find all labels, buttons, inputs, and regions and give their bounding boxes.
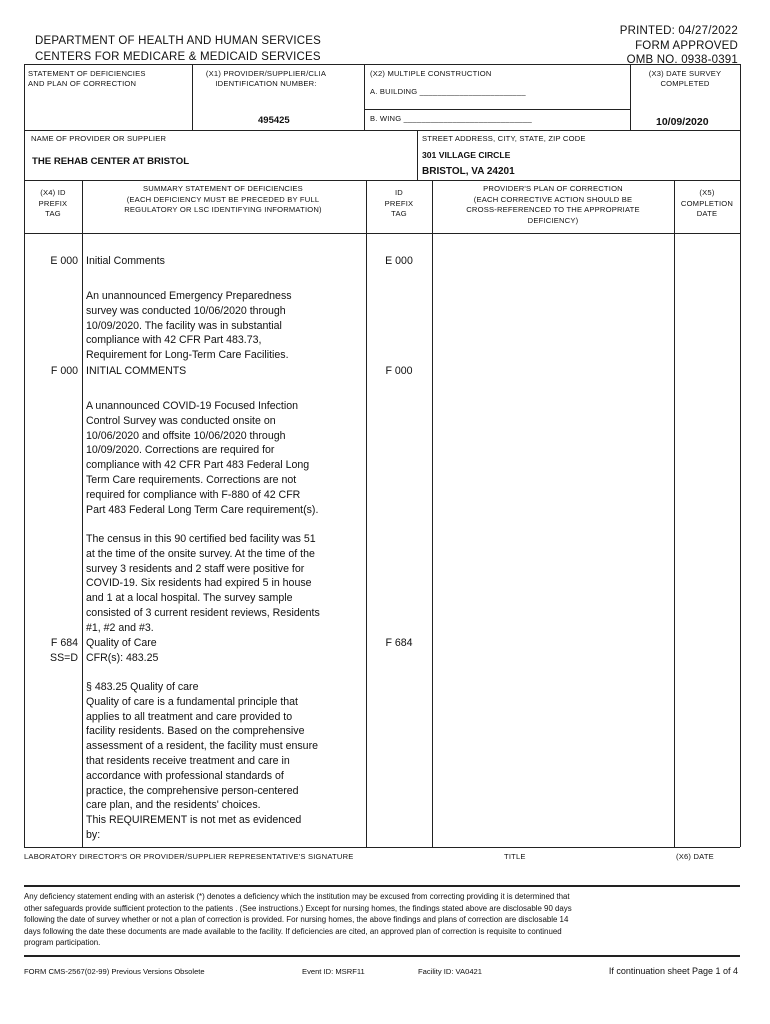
x3-label: (X3) DATE SURVEY COMPLETED — [648, 69, 722, 88]
event-id: Event ID: MSRF11 — [302, 967, 365, 976]
id-prefix-tag: F 684 — [385, 637, 413, 649]
id-column-header: ID PREFIX TAG — [384, 188, 414, 218]
rule — [82, 180, 83, 847]
title-label: TITLE — [504, 852, 526, 861]
survey-completed-date: 10/09/2020 — [656, 116, 709, 128]
rule — [192, 64, 193, 130]
provider-id-number: 495425 — [258, 115, 290, 126]
id-prefix-tag: F 000 — [385, 365, 413, 377]
x2-building: A. BUILDING ________________________ — [370, 87, 526, 96]
rule — [24, 885, 740, 887]
rule — [630, 64, 631, 130]
deficiency-tag: F 684 SS=D — [50, 637, 78, 664]
facility-id: Facility ID: VA0421 — [418, 967, 483, 976]
plan-column-header: PROVIDER'S PLAN OF CORRECTION (EACH CORRECTIVE ACTION SHOULD BE CROSS-REFERENCED TO THE APPROPRIATE DEFICIENCY) — [466, 184, 640, 225]
x2-label: (X2) MULTIPLE CONSTRUCTION — [370, 69, 492, 78]
rule — [24, 233, 740, 234]
x4-column-header: (X4) ID PREFIX TAG — [38, 188, 68, 218]
entry-title: Quality of Care CFR(s): 483.25 — [86, 637, 159, 664]
rule — [24, 64, 740, 65]
rule — [24, 130, 740, 131]
printed-date: PRINTED: 04/27/2022 — [619, 25, 738, 37]
x1-label: (X1) PROVIDER/SUPPLIER/CLIA IDENTIFICATION NUMBER: — [205, 69, 327, 88]
emergency-preparedness-paragraph: An unannounced Emergency Preparedness survey was conducted 10/06/2020 through 10/09/2020. The facility was in substantial compliance with 42 CFR Part 483.73, Requirement for Long-Term Care Facilities. — [86, 290, 292, 362]
date-label: (X6) DATE — [676, 852, 714, 861]
rule — [24, 64, 25, 847]
form-approved: FORM APPROVED — [635, 39, 738, 52]
id-prefix-tag: E 000 — [385, 255, 413, 267]
disclaimer: Any deficiency statement ending with an asterisk (*) denotes a deficiency which the institution may be excused from correcting providing it is determined that other safeguards provide sufficient protection to the patients . (See instructions.) Except for nursing homes, the findings stated above are disclosable 90 days following the date of survey whether or not a plan of correction is provided. For nursing homes, the above findings and plans of correction are disclosable 14 days following the date these documents are made available to the facility. If deficiencies are cited, an approved plan of correction is requisite to continued program participation. — [24, 892, 572, 947]
form-id: FORM CMS-2567(02-99) Previous Versions Obsolete — [24, 967, 205, 976]
address-label: STREET ADDRESS, CITY, STATE, ZIP CODE — [422, 134, 586, 143]
provider-name: THE REHAB CENTER AT BRISTOL — [32, 156, 190, 167]
agency-name: CENTERS FOR MEDICARE & MEDICAID SERVICES — [35, 51, 321, 63]
rule — [24, 955, 740, 957]
print-info — [620, 24, 738, 68]
agency-header — [35, 33, 321, 65]
statement-label: STATEMENT OF DEFICIENCIES AND PLAN OF CORRECTION — [28, 69, 146, 88]
quality-of-care-paragraph: § 483.25 Quality of care Quality of care is a fundamental principle that applies to all treatment and care provided to facility residents. Based on the comprehensive assessment of a resident, the facility must ensure that residents receive treatment and care in accordance with professional standards of practice, the comprehensive person-centered care plan, and the residents' choices. This REQUIREMENT is not met as evidenced by: — [86, 681, 318, 841]
x5-column-header: (X5) COMPLETION DATE — [680, 188, 734, 218]
census-paragraph: The census in this 90 certified bed facility was 51 at the time of the onsite survey. At the time of the survey 3 residents and 2 staff were positive for COVID-19. Six residents had expired 5 in house and 1 at a local hospital. The survey sample consisted of 3 current resident reviews, Residents #1, #2 and #3. — [86, 533, 320, 634]
deficiency-tag: E 000 — [50, 255, 78, 267]
page-info: If continuation sheet Page 1 of 4 — [608, 966, 738, 976]
city-state-zip: BRISTOL, VA 24201 — [422, 166, 515, 177]
rule — [417, 130, 418, 180]
summary-column-header: SUMMARY STATEMENT OF DEFICIENCIES (EACH DEFICIENCY MUST BE PRECEDED BY FULL REGULATORY OR LSC IDENTIFYING INFORMATION) — [124, 184, 322, 214]
rule — [432, 180, 433, 847]
entry-title: INITIAL COMMENTS — [86, 365, 187, 377]
rule — [24, 847, 740, 848]
infection-control-paragraph: A unannounced COVID-19 Focused Infection Control Survey was conducted onsite on 10/06/2020 and offsite 10/06/2020 through 10/09/2020. Corrections are required for compliance with 42 CFR Part 483 Federal Long Term Care requirements. Corrections are not required for compliance with F-880 of 42 CFR Part 483 Federal Long Term Care requirement(s). — [86, 400, 319, 516]
rule — [364, 64, 365, 130]
provider-name-label: NAME OF PROVIDER OR SUPPLIER — [31, 134, 167, 143]
deficiency-tag: F 000 — [50, 365, 78, 377]
x2-wing: B. WING _____________________________ — [370, 114, 532, 123]
street-address: 301 VILLAGE CIRCLE — [422, 150, 511, 160]
rule — [674, 180, 675, 847]
rule — [364, 109, 630, 110]
rule — [24, 180, 740, 181]
rule — [366, 180, 367, 847]
entry-title: Initial Comments — [86, 255, 165, 267]
signature-label: LABORATORY DIRECTOR'S OR PROVIDER/SUPPLIER REPRESENTATIVE'S SIGNATURE — [24, 852, 354, 861]
rule — [740, 64, 741, 847]
omb-number: OMB NO. 0938-0391 — [626, 54, 738, 66]
department-name: DEPARTMENT OF HEALTH AND HUMAN SERVICES — [35, 35, 321, 47]
